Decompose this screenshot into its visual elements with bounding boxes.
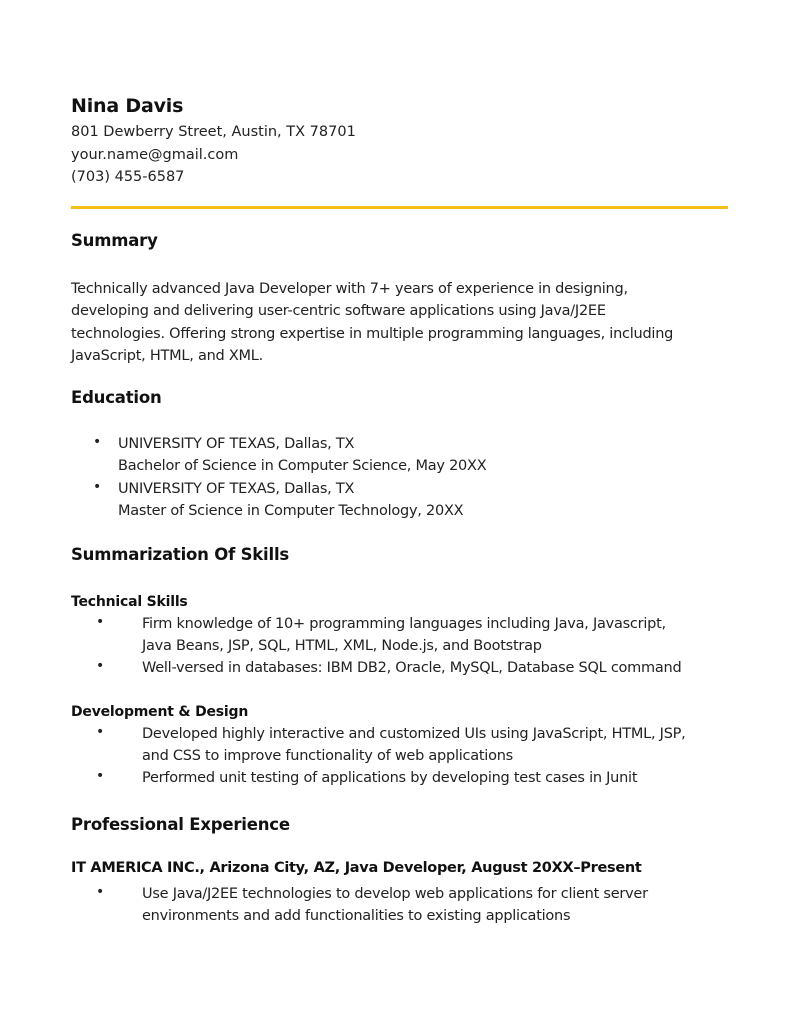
- summary-line: JavaScript, HTML, and XML.: [71, 347, 263, 364]
- experience-heading: Professional Experience: [71, 815, 290, 834]
- bullet-icon: •: [93, 479, 102, 495]
- bullet-icon: •: [96, 614, 105, 630]
- summary-text: [71, 278, 731, 367]
- header-divider: [71, 206, 728, 209]
- bullet-icon: •: [96, 658, 105, 674]
- bullet-icon: •: [96, 768, 105, 784]
- degree: Bachelor of Science in Computer Science, May 20XX: [118, 458, 487, 475]
- skill-bullet: [142, 613, 666, 658]
- school: UNIVERSITY OF TEXAS, Dallas, TX: [118, 481, 355, 497]
- bullet-line: Performed unit testing of applications by developing test cases in Junit: [142, 770, 638, 786]
- address: 801 Dewberry Street, Austin, TX 78701: [71, 124, 356, 140]
- education-item: [118, 433, 486, 478]
- bullet-line: Java Beans, JSP, SQL, HTML, XML, Node.js, and Bootstrap: [142, 638, 542, 655]
- skill-bullet: [142, 723, 686, 768]
- degree: Master of Science in Computer Technology, 20XX: [118, 503, 464, 520]
- skill-bullet: [142, 767, 637, 789]
- bullet-icon: •: [96, 724, 105, 740]
- skill-group-title: Development & Design: [71, 704, 249, 720]
- education-item: [118, 478, 463, 523]
- bullet-icon: •: [93, 434, 102, 450]
- skill-group-title: Technical Skills: [71, 594, 188, 610]
- school: UNIVERSITY OF TEXAS, Dallas, TX: [118, 436, 355, 452]
- phone: (703) 455-6587: [71, 169, 185, 185]
- summary-heading: Summary: [71, 231, 158, 250]
- skill-bullet: [142, 657, 681, 679]
- bullet-line: Developed highly interactive and customized UIs using JavaScript, HTML, JSP,: [142, 726, 686, 742]
- job-title: IT AMERICA INC., Arizona City, AZ, Java Developer, August 20XX–Present: [71, 860, 642, 876]
- bullet-icon: •: [96, 884, 105, 900]
- candidate-name: Nina Davis: [71, 95, 184, 117]
- bullet-line: environments and add functionalities to existing applications: [142, 908, 571, 925]
- bullet-line: Use Java/J2EE technologies to develop web applications for client server: [142, 886, 648, 902]
- bullet-line: Firm knowledge of 10+ programming languages including Java, Javascript,: [142, 616, 666, 632]
- summary-line: technologies. Offering strong expertise in multiple programming languages, including: [71, 325, 674, 342]
- summary-line: Technically advanced Java Developer with 7+ years of experience in designing,: [71, 281, 628, 297]
- email: your.name@gmail.com: [71, 147, 239, 163]
- summary-line: developing and delivering user-centric software applications using Java/J2EE: [71, 303, 606, 320]
- bullet-line: and CSS to improve functionality of web applications: [142, 748, 513, 765]
- skills-heading: Summarization Of Skills: [71, 545, 290, 564]
- bullet-line: Well-versed in databases: IBM DB2, Oracle, MySQL, Database SQL command: [142, 660, 682, 676]
- education-heading: Education: [71, 388, 162, 407]
- job-bullet: [142, 883, 648, 928]
